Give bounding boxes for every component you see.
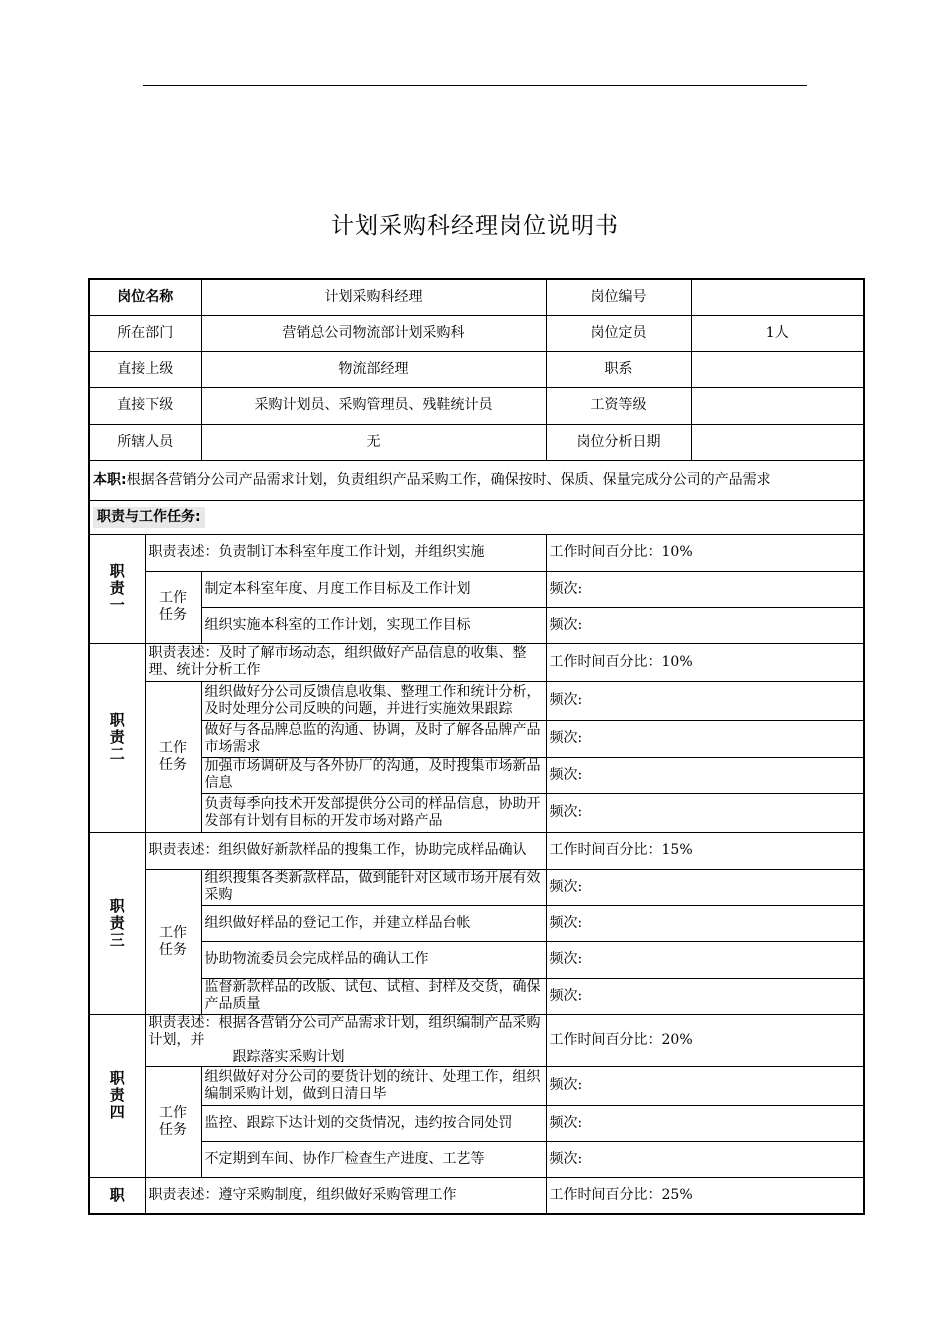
headcount-label: 岗位定员 [546, 315, 691, 351]
resp4-task-row [89, 1141, 864, 1177]
analysis-date-label: 岗位分析日期 [546, 424, 691, 460]
superior-label: 直接上级 [89, 351, 201, 387]
analysis-date-value [691, 424, 864, 460]
resp4-label-text: 职责四 [109, 1069, 125, 1121]
info-row-subordinate [89, 387, 864, 424]
resp3-description: 职责表述：组织做好新款样品的搜集工作，协助完成样品确认 [145, 832, 546, 869]
resp2-freq-2: 频次: [546, 720, 864, 757]
resp2-task-2: 做好与各品牌总监的沟通、协调，及时了解各品牌产品市场需求 [201, 720, 546, 757]
resp3-time-pct: 工作时间百分比：15% [546, 832, 864, 869]
resp1-task-label [145, 571, 201, 643]
resp4-description-line1: 职责表述：根据各营销分公司产品需求计划，组织编制产品采购计划，并 [148, 1014, 541, 1048]
resp2-time-pct: 工作时间百分比：10% [546, 643, 864, 681]
position-name-value: 计划采购科经理 [201, 279, 546, 315]
resp2-task-label [145, 681, 201, 832]
resp2-freq-4: 频次: [546, 793, 864, 832]
resp5-desc-row [89, 1177, 864, 1214]
resp4-time-pct: 工作时间百分比：20% [546, 1014, 864, 1066]
info-row-position [89, 279, 864, 315]
position-no-label: 岗位编号 [546, 279, 691, 315]
resp2-freq-1: 频次: [546, 681, 864, 720]
resp1-task-row [89, 571, 864, 607]
resp2-task-1: 组织做好分公司反馈信息收集、整理工作和统计分析，及时处理分公司反映的问题，并进行实施效果跟踪 [201, 681, 546, 720]
resp3-task-2: 组织做好样品的登记工作，并建立样品台帐 [201, 905, 546, 941]
tasks-header: 职责与工作任务: [93, 507, 205, 528]
resp1-freq-2: 频次: [546, 607, 864, 643]
resp2-task-label-text: 工作任务 [159, 739, 187, 773]
resp5-description: 职责表述：遵守采购制度，组织做好采购管理工作 [145, 1177, 546, 1214]
resp4-desc-row [89, 1014, 864, 1066]
resp1-desc-row [89, 534, 864, 571]
tasks-header-row [89, 500, 864, 534]
salary-label: 工资等级 [546, 387, 691, 424]
resp3-label-text: 职责三 [109, 896, 125, 949]
duty-summary-row [89, 460, 864, 500]
resp4-description [145, 1014, 546, 1066]
resp4-description-line2: 跟踪落实采购计划 [232, 1048, 345, 1065]
managed-label: 所辖人员 [89, 424, 201, 460]
series-value [691, 351, 864, 387]
position-name-label: 岗位名称 [89, 279, 201, 315]
resp3-freq-1: 频次: [546, 869, 864, 905]
resp1-label-text: 职责一 [109, 562, 125, 614]
resp1-time-pct: 工作时间百分比：10% [546, 534, 864, 571]
resp3-task-row [89, 869, 864, 905]
resp3-task-row [89, 941, 864, 978]
resp4-task-row [89, 1105, 864, 1141]
duty-summary [89, 460, 864, 500]
resp2-task-row [89, 757, 864, 793]
resp3-label [89, 832, 145, 1014]
job-description-table [88, 278, 865, 1215]
resp1-task-2: 组织实施本科室的工作计划，实现工作目标 [201, 607, 546, 643]
resp1-freq-1: 频次: [546, 571, 864, 607]
resp2-freq-3: 频次: [546, 757, 864, 793]
duty-summary-text: 根据各营销分公司产品需求计划，负责组织产品采购工作，确保按时、保质、保量完成分公司的产品需求 [126, 471, 771, 488]
resp4-freq-1: 频次: [546, 1066, 864, 1105]
resp4-task-label-text: 工作任务 [159, 1104, 187, 1138]
resp4-task-2: 监控、跟踪下达计划的交货情况，违约按合同处罚 [201, 1105, 546, 1141]
resp3-freq-3: 频次: [546, 941, 864, 978]
resp4-freq-2: 频次: [546, 1105, 864, 1141]
subordinate-value: 采购计划员、采购管理员、残鞋统计员 [201, 387, 546, 424]
resp3-freq-2: 频次: [546, 905, 864, 941]
resp5-label: 职 [89, 1177, 145, 1214]
resp4-freq-3: 频次: [546, 1141, 864, 1177]
resp2-label [89, 643, 145, 832]
resp2-task-row [89, 720, 864, 757]
resp1-task-1: 制定本科室年度、月度工作目标及工作计划 [201, 571, 546, 607]
info-row-dept [89, 315, 864, 351]
dept-label: 所在部门 [89, 315, 201, 351]
resp1-task-row [89, 607, 864, 643]
resp2-desc-row [89, 643, 864, 681]
resp3-task-1: 组织搜集各类新款样品，做到能针对区域市场开展有效采购 [201, 869, 546, 905]
resp2-label-text: 职责二 [109, 711, 125, 763]
resp1-label [89, 534, 145, 643]
resp4-task-row [89, 1066, 864, 1105]
info-row-managed [89, 424, 864, 460]
resp3-freq-4: 频次: [546, 978, 864, 1014]
resp3-task-4: 监督新款样品的改版、试包、试楦、封样及交货，确保产品质量 [201, 978, 546, 1014]
resp2-task-4: 负责每季向技术开发部提供分公司的样品信息，协助开发部有计划有目标的开发市场对路产品 [201, 793, 546, 832]
resp2-description: 职责表述：及时了解市场动态，组织做好产品信息的收集、整理、统计分析工作 [145, 643, 546, 681]
salary-value [691, 387, 864, 424]
resp2-task-3: 加强市场调研及与各外协厂的沟通，及时搜集市场新品信息 [201, 757, 546, 793]
resp1-description: 职责表述：负责制订本科室年度工作计划，并组织实施 [145, 534, 546, 571]
resp3-task-row [89, 978, 864, 1014]
subordinate-label: 直接下级 [89, 387, 201, 424]
document-title: 计划采购科经理岗位说明书 [331, 213, 619, 239]
headcount-value: 1人 [691, 315, 864, 351]
dept-value: 营销总公司物流部计划采购科 [201, 315, 546, 351]
resp4-label [89, 1014, 145, 1177]
resp3-task-3: 协助物流委员会完成样品的确认工作 [201, 941, 546, 978]
resp4-task-3: 不定期到车间、协作厂检查生产进度、工艺等 [201, 1141, 546, 1177]
resp2-task-row [89, 793, 864, 832]
header-rule [143, 85, 807, 86]
resp3-task-row [89, 905, 864, 941]
info-row-superior [89, 351, 864, 387]
resp3-desc-row [89, 832, 864, 869]
resp1-task-label-text: 工作任务 [159, 590, 187, 623]
managed-value: 无 [201, 424, 546, 460]
resp3-task-label [145, 869, 201, 1014]
resp4-task-1: 组织做好对分公司的要货计划的统计、处理工作，组织编制采购计划，做到日清日毕 [201, 1066, 546, 1105]
duty-summary-label: 本职: [93, 471, 127, 488]
resp3-task-label-text: 工作任务 [159, 924, 187, 958]
resp2-task-row [89, 681, 864, 720]
superior-value: 物流部经理 [201, 351, 546, 387]
position-no-value [691, 279, 864, 315]
resp5-time-pct: 工作时间百分比：25% [546, 1177, 864, 1214]
series-label: 职系 [546, 351, 691, 387]
resp4-task-label [145, 1066, 201, 1177]
